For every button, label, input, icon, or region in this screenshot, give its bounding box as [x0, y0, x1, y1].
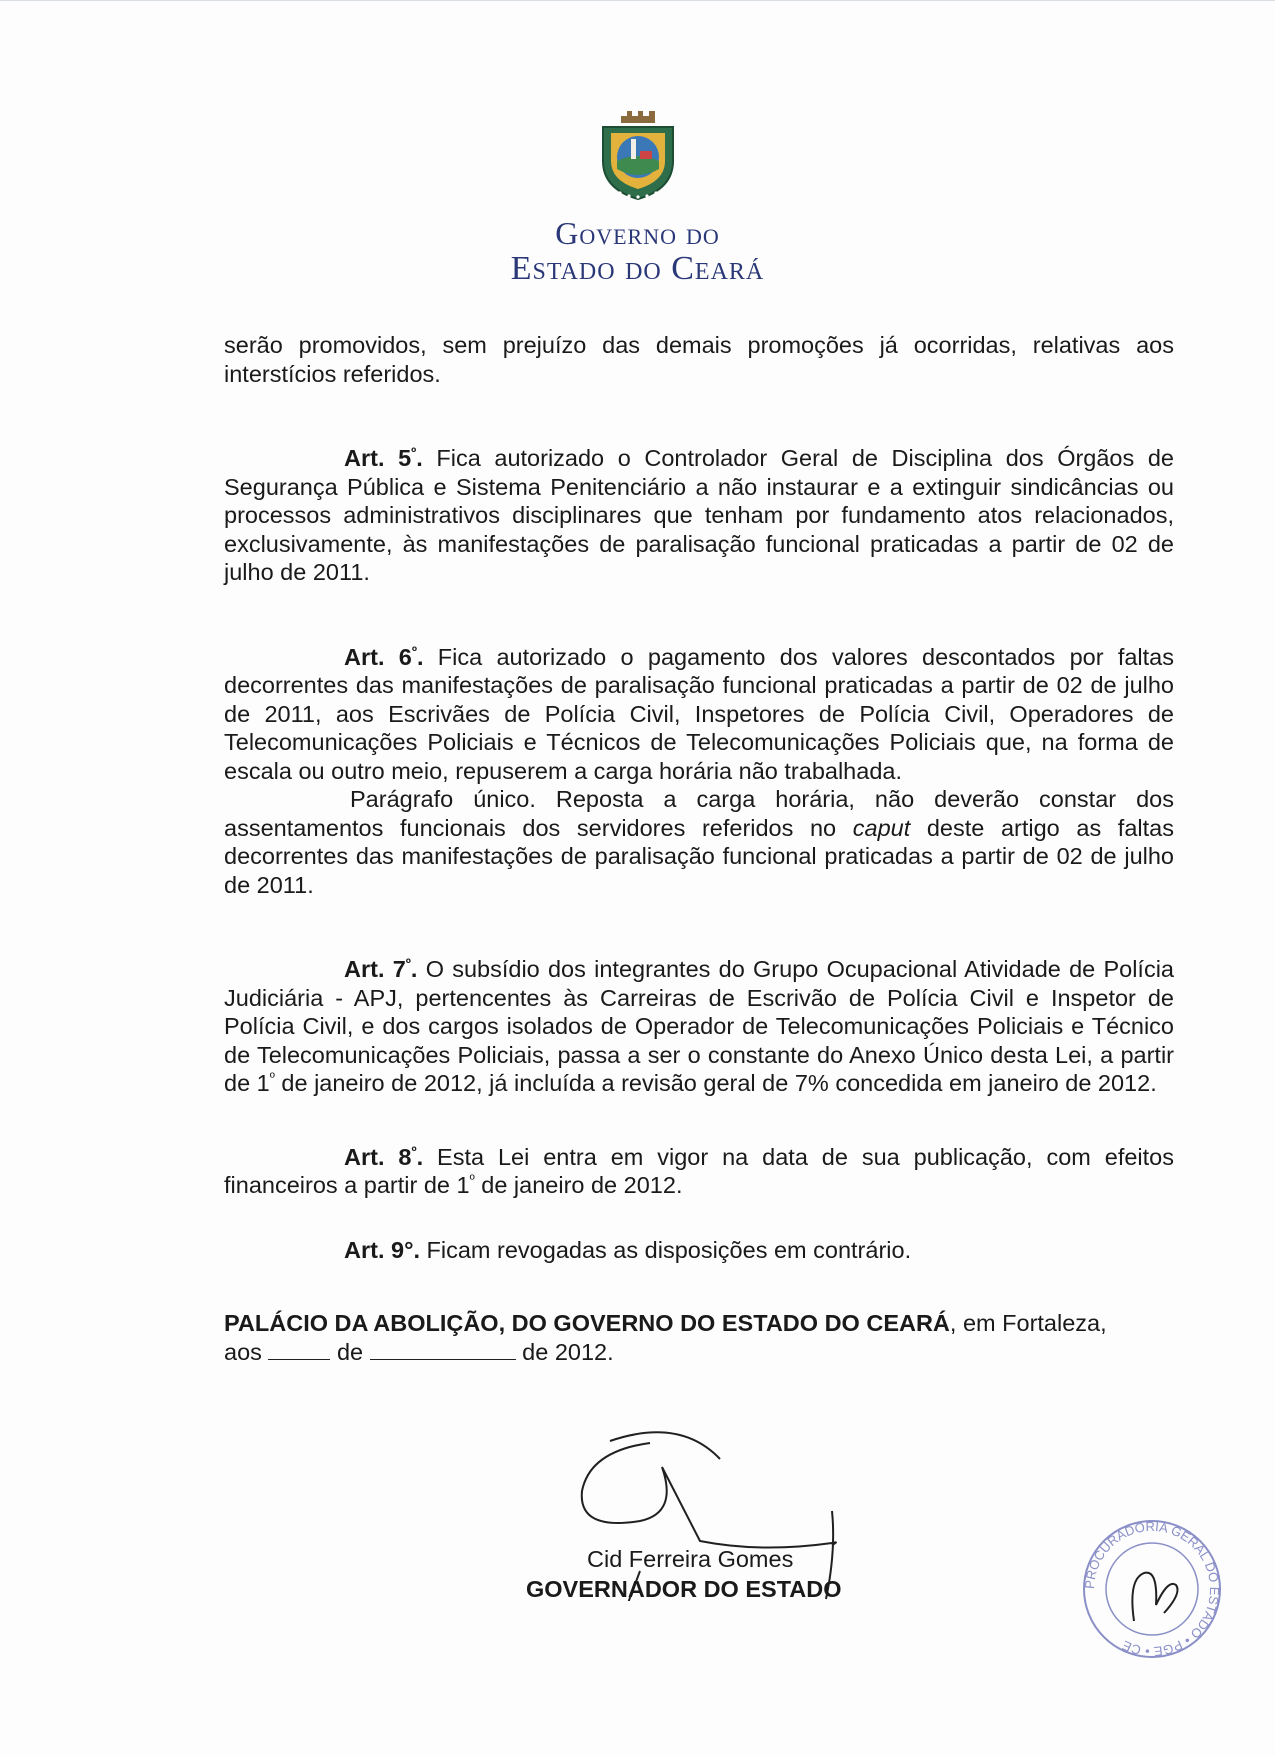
closing-statement: PALÁCIO DA ABOLIÇÃO, DO GOVERNO DO ESTADO DO CEARÁ, em Fortaleza, aos de de 2012. [224, 1310, 1107, 1365]
closing-year: de 2012. [522, 1338, 614, 1365]
article-6 [224, 643, 1174, 786]
article-8: Art. $8^º$. Esta Lei entra em vigor na data de sua publicação, com efeitos financeiros a partir de $1^º$ de janeiro de 2012. [224, 1142, 1174, 1198]
paragraph-continuation: serão promovidos, sem prejuízo das demais promoções já ocorridas, relativas aos interstícios referidos. [224, 332, 1174, 387]
article-7: Art. $7^º$. O subsídio dos integrantes do Grupo Ocupacional Atividade de Polícia Judiciária - APJ, pertencentes às Carreiras de Escrivão de Polícia Civil e Inspetor de Polícia Civil, e dos cargos isolados de Operador de Telecomunicações Policiais e Técnico de Telecomunicações Policiais, passa a ser o constante do Anexo Único desta Lei, a partir de $1^º$ de janeiro de 2012, já incluída a revisão geral de 7% concedida em janeiro de 2012. [224, 955, 1174, 1096]
signer-name: Cid Ferreira Gomes [587, 1546, 794, 1572]
article-9-label: Art. 9°. [344, 1236, 420, 1263]
article-6-text: Fica autorizado o pagamento dos valores descontados por faltas decorrentes das manifestações de paralisação funcional praticadas a partir de 02 de julho de 2011, aos Escrivães de Polícia Civil, Inspetores de Polícia Civil, Operadores de Telecomunicações Policiais e Técnicos de Telecomunicações Policiais que, na forma de escala ou outro meio, repuserem a carga horária não trabalhada. [224, 643, 1174, 784]
signer-title: GOVERNADOR DO ESTADO [526, 1576, 842, 1602]
article-7-label: Art. $7^º$. [344, 955, 418, 982]
article-8-label: Art. $8^º$. [344, 1142, 424, 1170]
article-5-label: Art. $5^º$. [344, 444, 423, 471]
closing-aos: aos [224, 1338, 262, 1365]
government-name-line-1: Governo do [555, 215, 720, 251]
handwritten-signature [570, 1421, 950, 1601]
svg-text:PROCURADORIA GERAL DO ESTADO •: PROCURADORIA GERAL DO ESTADO • PGE • CE [1081, 1518, 1223, 1660]
article-6-sole-paragraph: Parágrafo único. Reposta a carga horária, não deverão constar dos assentamentos funcionais dos servidores referidos no caput deste artigo as faltas decorrentes das manifestações de paralisação funcional praticadas a partir de 02 de julho de 2011. [224, 786, 1174, 898]
month-blank [370, 1341, 516, 1360]
day-blank [268, 1341, 330, 1360]
closing-place: PALÁCIO DA ABOLIÇÃO, DO GOVERNO DO ESTADO DO CEARÁ [224, 1310, 950, 1336]
official-stamp-icon [1072, 1509, 1232, 1669]
article-5-text: Fica autorizado o Controlador Geral de Disciplina dos Órgãos de Segurança Pública e Sistema Penitenciário a não instaurar e a extinguir sindicâncias ou processos administrativos disciplinares que tenham por fundamento atos relacionados, exclusivamente, às manifestações de paralisação funcional praticadas a partir de 02 de julho de 2011. [224, 445, 1174, 585]
government-name-line-2: Estado do Ceará [510, 250, 765, 287]
article-6-label: Art. $6^º$. [344, 642, 424, 670]
article-9 [224, 1236, 1174, 1265]
letterhead [0, 109, 1275, 287]
article-9-text: Ficam revogadas as disposições em contrário. [420, 1236, 912, 1263]
article-5 [224, 444, 1174, 587]
ceara-coat-of-arms-icon [595, 109, 681, 201]
document-body [224, 331, 1174, 1366]
